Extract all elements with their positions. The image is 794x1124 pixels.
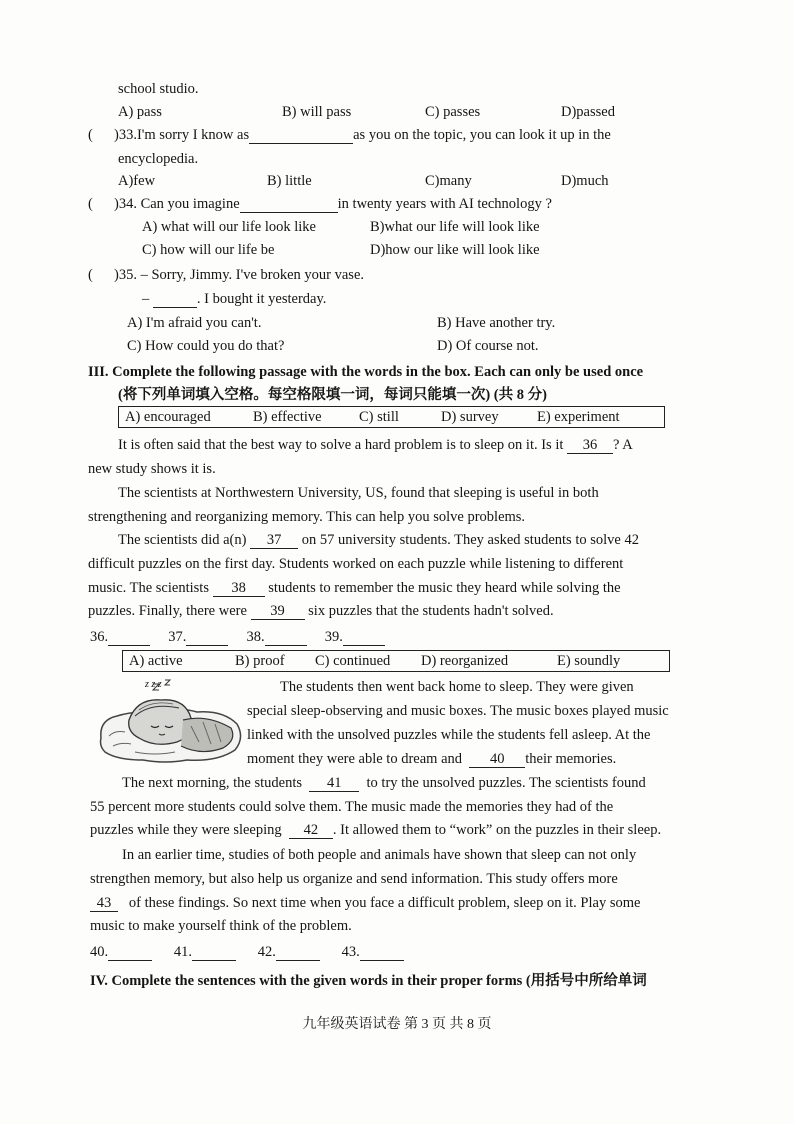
passage1-line: The scientists did a(n) 37 on 57 university students. They asked students to solve 42 xyxy=(118,532,639,548)
q34-blank[interactable] xyxy=(240,196,338,213)
q32-option-b: B) will pass xyxy=(282,104,352,120)
passage2-line: special sleep-observing and music boxes. The music boxes played music xyxy=(247,703,669,719)
q33-paren: ( xyxy=(88,127,93,143)
blank-40[interactable]: 40 xyxy=(469,751,525,768)
q34-option-d: D)how our like will look like xyxy=(370,242,540,258)
passage2-line: 55 percent more students could solve them. The music made the memories they had of the xyxy=(90,799,614,815)
box2-word-a: A) active xyxy=(129,653,183,669)
q35-option-b: B) Have another try. xyxy=(437,315,556,331)
q33-option-d: D)much xyxy=(561,173,609,189)
page-footer: 九年级英语试卷 第 3 页 共 8 页 xyxy=(302,1017,492,1032)
q33-option-c: C)many xyxy=(425,173,472,189)
q35-blank[interactable] xyxy=(153,291,197,308)
q32-option-a: A) pass xyxy=(118,104,162,120)
q34-option-c: C) how will our life be xyxy=(142,242,275,258)
section3-heading-cn: (将下列单词填入空格。每空格限填一词，每词只能填一次) (共 8 分) xyxy=(118,387,547,403)
answer-38[interactable] xyxy=(265,629,307,646)
passage1-line: strengthening and reorganizing memory. This can help you solve problems. xyxy=(88,509,526,525)
q33-question: )33.I'm sorry I know as as you on the topic, you can look it up in the xyxy=(114,127,611,143)
word-box-2 xyxy=(122,650,670,672)
q34-option-a: A) what will our life look like xyxy=(142,219,316,235)
q35-option-c: C) How could you do that? xyxy=(127,338,285,354)
passage2-line: In an earlier time, studies of both people and animals have shown that sleep can not only xyxy=(122,847,637,863)
section3-heading: III. Complete the following passage with the words in the box. Each can only be used once xyxy=(88,364,644,380)
passage1-line: difficult puzzles on the first day. Students worked on each puzzle while listening to different xyxy=(88,556,624,572)
box2-word-b: B) proof xyxy=(235,653,285,669)
sleeping-child-illustration xyxy=(95,676,245,768)
passage2-line: The students then went back home to sleep. They were given xyxy=(280,679,634,695)
passage1-line: puzzles. Finally, there were 39 six puzzles that the students hadn't solved. xyxy=(88,603,554,619)
section4-heading: IV. Complete the sentences with the given words in their proper forms (用括号中所给单词 xyxy=(90,973,647,989)
passage2-line: music to make yourself think of the problem. xyxy=(90,918,352,934)
q33-blank[interactable] xyxy=(249,127,353,144)
blank-43[interactable]: 43 xyxy=(90,895,118,912)
answer-40[interactable] xyxy=(108,944,152,961)
blank-42[interactable]: 42 xyxy=(289,822,333,839)
passage2-line: puzzles while they were sleeping 42 . It allowed them to “work” on the puzzles in their sleep. xyxy=(90,822,662,838)
answer-line-2: 40. 41. 42. 43. xyxy=(90,943,404,961)
q35-option-d: D) Of course not. xyxy=(437,338,539,354)
sleeping-child-icon xyxy=(95,676,245,768)
passage1-line: music. The scientists 38 students to remember the music they heard while solving the xyxy=(88,580,621,596)
q34-option-b: B)what our life will look like xyxy=(370,219,540,235)
answer-36[interactable] xyxy=(108,629,150,646)
q33-continuation: encyclopedia. xyxy=(118,151,199,167)
box2-word-d: D) reorganized xyxy=(421,653,509,669)
blank-39[interactable]: 39 xyxy=(251,603,305,620)
word-box-1 xyxy=(118,406,665,428)
answer-42[interactable] xyxy=(276,944,320,961)
box1-word-c: C) still xyxy=(359,409,399,425)
sleep-z-text: z z z xyxy=(145,679,162,690)
passage2-line: linked with the unsolved puzzles while the students fell asleep. At the xyxy=(247,727,651,743)
blank-38[interactable]: 38 xyxy=(213,580,265,597)
box1-word-d: D) survey xyxy=(441,409,499,425)
passage2-line: The next morning, the students 41 to try the unsolved puzzles. The scientists found xyxy=(122,775,646,791)
passage2-line: strengthen memory, but also help us organize and send information. This study offers more xyxy=(90,871,618,887)
box2-word-e: E) soundly xyxy=(557,653,621,669)
box1-word-b: B) effective xyxy=(253,409,322,425)
answer-43[interactable] xyxy=(360,944,404,961)
passage1-line: The scientists at Northwestern University, US, found that sleeping is useful in both xyxy=(118,485,599,501)
q32-option-c: C) passes xyxy=(425,104,481,120)
passage2-line: moment they were able to dream and 40 their memories. xyxy=(247,751,617,767)
blank-41[interactable]: 41 xyxy=(309,775,359,792)
blank-36[interactable]: 36 xyxy=(567,437,613,454)
q34-question: )34. Can you imagine in twenty years with AI technology ? xyxy=(114,196,552,212)
q33-option-a: A)few xyxy=(118,173,156,189)
passage1-line: new study shows it is. xyxy=(88,461,216,477)
q35-paren: ( xyxy=(88,267,93,283)
q34-paren: ( xyxy=(88,196,93,212)
q35-question: )35. – Sorry, Jimmy. I've broken your vase. xyxy=(114,267,365,283)
passage2-line: 43 of these findings. So next time when you face a difficult problem, sleep on it. Play some xyxy=(90,894,640,912)
q33-option-b: B) little xyxy=(267,173,312,189)
q32-tail: school studio. xyxy=(118,81,199,97)
answer-39[interactable] xyxy=(343,629,385,646)
box1-word-e: E) experiment xyxy=(537,409,620,425)
answer-41[interactable] xyxy=(192,944,236,961)
passage1-line: It is often said that the best way to solve a hard problem is to sleep on it. Is it 36 ? A xyxy=(118,437,633,453)
q35-reply: – . I bought it yesterday. xyxy=(142,291,327,307)
box1-word-a: A) encouraged xyxy=(125,409,211,425)
box2-word-c: C) continued xyxy=(315,653,391,669)
answer-line-1: 36. 37. 38. 39. xyxy=(90,628,385,646)
blank-37[interactable]: 37 xyxy=(250,532,298,549)
q35-option-a: A) I'm afraid you can't. xyxy=(127,315,262,331)
q32-option-d: D)passed xyxy=(561,104,615,120)
answer-37[interactable] xyxy=(186,629,228,646)
